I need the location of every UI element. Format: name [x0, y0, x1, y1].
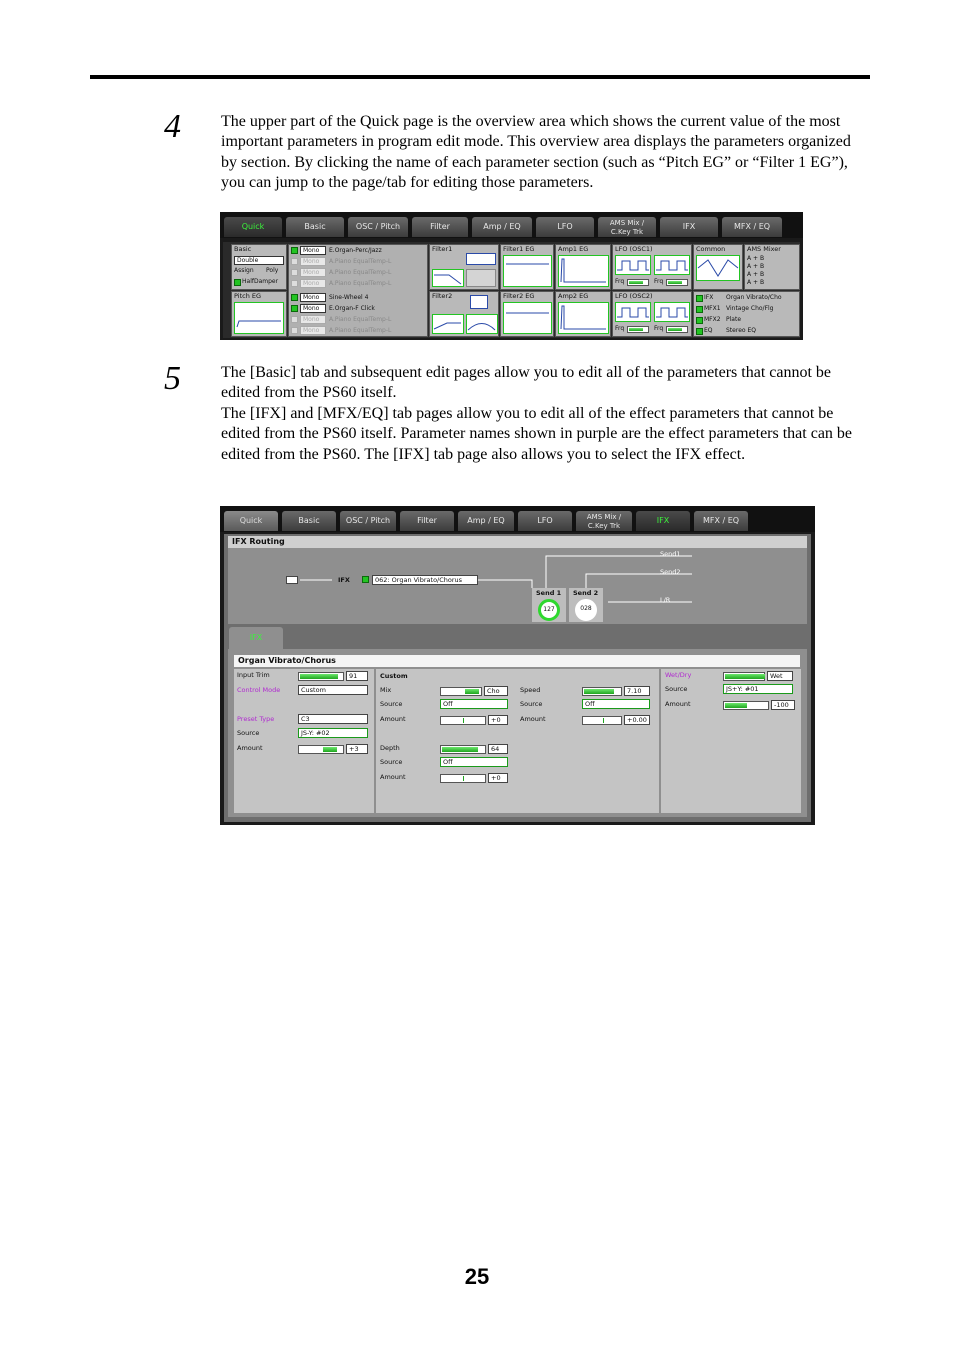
pitch-eg-graph — [234, 302, 284, 334]
lfo-osc1-section[interactable] — [612, 244, 692, 290]
effect-title: Organ Vibrato/Chorus — [234, 655, 800, 667]
lfo2-frq-label: Frq — [654, 278, 664, 285]
slider-center-mark — [463, 718, 464, 723]
depth-label: Depth — [380, 744, 400, 752]
depth-amount-slider[interactable] — [440, 774, 486, 783]
osc-name: E.Organ-F Click — [329, 305, 375, 312]
tab-ams-line2: C.Key Trk — [610, 228, 644, 236]
filter1-eg-label: Filter1 EG — [503, 245, 535, 253]
pitch-eg-section[interactable] — [231, 291, 287, 337]
depth-slider[interactable] — [440, 745, 486, 754]
input-indicator — [286, 576, 298, 584]
step-5-paragraph-1: The [Basic] tab and subsequent edit pages allow you to edit all of the parameters that cannot be edited from the PS60 itself. — [221, 364, 832, 402]
top-rule — [90, 75, 870, 79]
speed-source-label: Source — [520, 700, 543, 708]
tab-quick[interactable]: Quick — [224, 511, 278, 531]
slider-fill — [442, 747, 478, 752]
osc-mode: Mono — [300, 246, 326, 255]
effect-name: Stereo EQ — [726, 327, 756, 334]
lfo-osc1-label: LFO (OSC1) — [615, 245, 653, 253]
filter1-eg-graph — [503, 255, 552, 287]
osc-name: E.Organ-Perc/Jazz — [329, 247, 382, 254]
send2-out-label: Send2 — [660, 568, 681, 576]
input-trim-value[interactable]: 91 — [346, 671, 368, 681]
lfo4-square-wave — [655, 303, 689, 321]
speed-amount-value[interactable]: +0.00 — [624, 715, 650, 725]
tab-ams-line1: AMS Mix / — [586, 513, 622, 521]
osc-mode: Mono — [300, 326, 326, 335]
custom-title: Custom — [380, 672, 408, 680]
tab-quick[interactable]: Quick — [224, 217, 282, 237]
amp1-eg-graph — [558, 255, 609, 287]
amp2-eg-section[interactable] — [555, 291, 611, 337]
tab-ifx[interactable]: IFX — [636, 511, 690, 531]
ifx-sub-tab[interactable]: IFX — [229, 627, 283, 649]
step-5-paragraph-2: The [IFX] and [MFX/EQ] tab pages allow you to edit all of the effect parameters that cannot be edited from the PS60 itself. Parameter names shown in purple are the effect parameters that can be edited from the PS60. The [IFX] tab page also allows you to select the IFX effect. — [221, 404, 853, 463]
osc-mode: Mono — [300, 279, 326, 288]
wetdry-value[interactable]: Wet — [767, 671, 793, 681]
input-trim-slider[interactable] — [298, 672, 344, 681]
tab-filter[interactable]: Filter — [400, 511, 454, 531]
ifx-page-screenshot — [220, 506, 815, 825]
common-section[interactable] — [693, 244, 743, 290]
osc-section — [288, 244, 428, 337]
slider-center-mark — [603, 718, 604, 723]
mix-amount-slider[interactable] — [440, 716, 486, 725]
speed-slider[interactable] — [582, 687, 622, 696]
osc-active-dot — [291, 247, 298, 254]
lfo-osc2-section[interactable] — [612, 291, 692, 337]
osc-name: A.Piano EqualTemp-L — [329, 258, 392, 265]
lfo2-frq-slider[interactable] — [666, 279, 688, 286]
tab-osc-pitch[interactable]: OSC / Pitch — [340, 511, 396, 531]
ams-item: A + B — [747, 271, 765, 278]
osc-active-dot — [291, 327, 298, 334]
slider-thumb — [323, 747, 337, 752]
filter2-b-curve — [467, 315, 497, 333]
effect-name: Plate — [726, 316, 742, 323]
mix-amount-label: Amount — [380, 715, 406, 723]
filter2-curve — [433, 315, 463, 333]
tab-bar — [220, 212, 803, 238]
send1-label: Send 1 — [536, 589, 562, 597]
lfo3-wave — [615, 302, 651, 322]
filter1-b-graph — [466, 269, 496, 287]
poly-label: Poly — [266, 267, 279, 274]
ifx-tab-bar — [220, 506, 815, 532]
speed-amount-label: Amount — [520, 715, 546, 723]
filter2-eg-section[interactable] — [500, 291, 554, 337]
filter1-eg-section[interactable] — [500, 244, 554, 290]
slider-fill — [300, 674, 338, 679]
control-mode-select[interactable]: Custom — [298, 685, 368, 695]
effect-right-column — [661, 669, 801, 813]
assign-label: Assign — [234, 267, 254, 274]
lfo4-frq-slider[interactable] — [666, 326, 688, 333]
halfdamper-checkbox[interactable] — [234, 279, 241, 286]
filter1-label: Filter1 — [432, 245, 453, 253]
osc-mode: Mono — [300, 304, 326, 313]
amount-label: Amount — [237, 744, 263, 752]
filter2-b-graph — [466, 314, 498, 334]
amount-value[interactable]: +3 — [346, 744, 368, 754]
filter2-eg-label: Filter2 EG — [503, 292, 535, 300]
effect-on-dot — [696, 317, 703, 324]
osc-active-dot — [291, 269, 298, 276]
preset-type-label: Preset Type — [237, 715, 275, 723]
filter1-curve — [433, 270, 463, 286]
tab-osc-pitch[interactable]: OSC / Pitch — [348, 217, 408, 237]
wetdry-amount-value[interactable]: -100 — [771, 700, 795, 710]
ams-item: A + B — [747, 263, 765, 270]
step-number-4: 4 — [164, 108, 181, 145]
amp1-eg-curve — [559, 256, 608, 286]
mix-source-select[interactable]: Off — [440, 699, 508, 709]
filter1-section[interactable] — [429, 244, 499, 290]
lfo4-wave — [654, 302, 690, 322]
depth-amount-label: Amount — [380, 773, 406, 781]
amp2-eg-label: Amp2 EG — [558, 292, 589, 300]
step-5-text — [221, 363, 861, 465]
ifx-routing-title: IFX Routing — [228, 536, 807, 548]
tab-basic[interactable]: Basic — [282, 511, 336, 531]
osc-mode: Mono — [300, 293, 326, 302]
basic-label: Basic — [234, 245, 252, 253]
step-number-5: 5 — [164, 360, 181, 397]
speed-value[interactable]: 7.10 — [624, 686, 650, 696]
ifx-label: IFX — [338, 576, 350, 584]
tab-mfx-eq[interactable]: MFX / EQ — [722, 217, 782, 237]
tab-mfx-eq[interactable]: MFX / EQ — [694, 511, 748, 531]
osc-name: A.Piano EqualTemp-L — [329, 269, 392, 276]
effect-edit-panel — [228, 649, 807, 817]
tab-ams-mix[interactable] — [576, 511, 632, 531]
effects-section — [693, 291, 800, 337]
filter2-graph — [432, 314, 464, 334]
tab-amp-eq[interactable]: Amp / EQ — [458, 511, 514, 531]
speed-amount-slider[interactable] — [582, 716, 622, 725]
wetdry-slider[interactable] — [723, 672, 765, 681]
common-label: Common — [696, 245, 726, 253]
tab-ams-line1: AMS Mix / — [609, 219, 645, 227]
source-label: Source — [237, 729, 260, 737]
lr-out-label: L/R — [660, 596, 671, 604]
slider-fill — [668, 281, 682, 284]
basic-section[interactable] — [231, 244, 287, 290]
effect-name: Vintage Cho/Flg — [726, 305, 774, 312]
amount-slider[interactable] — [298, 745, 344, 754]
effect-left-column — [234, 669, 374, 813]
effect-slot: MFX2 — [704, 316, 721, 323]
source-select[interactable]: JS-Y: #02 — [298, 728, 368, 738]
wetdry-source-label: Source — [665, 685, 688, 693]
tab-basic[interactable]: Basic — [286, 217, 344, 237]
tab-amp-eq[interactable]: Amp / EQ — [472, 217, 532, 237]
tab-ams-mix[interactable] — [598, 217, 656, 237]
mix-slider[interactable] — [440, 687, 482, 696]
ifx-on-switch[interactable] — [362, 576, 369, 583]
slider-fill — [629, 328, 643, 331]
step-4-paragraph: The upper part of the Quick page is the overview area which shows the current value of the most important parameters in program edit mode. This overview area displays the parameters organized by section. By clicking the name of each parameter section (such as “Pitch EG” or “Filter 1 EG”), you can jump to the page/tab for editing those parameters. — [221, 113, 851, 192]
tab-ifx[interactable]: IFX — [660, 217, 718, 237]
slider-fill — [725, 674, 765, 679]
effect-on-dot — [696, 295, 703, 302]
effect-on-dot — [696, 328, 703, 335]
lfo-osc2-label: LFO (OSC2) — [615, 292, 653, 300]
lfo1-frq-label: Frq — [615, 278, 625, 285]
tab-ams-line2: C.Key Trk — [587, 522, 621, 530]
filter1-routing-icon — [466, 253, 496, 265]
pitch-eg-label: Pitch EG — [234, 292, 262, 300]
overview-area — [223, 242, 800, 338]
control-mode-label: Control Mode — [237, 686, 281, 694]
effect-middle-column — [376, 669, 659, 813]
amp2-eg-graph — [558, 302, 609, 334]
common-triangle-wave — [697, 256, 739, 280]
quick-page-screenshot — [220, 212, 803, 340]
ams-mixer-label: AMS Mixer — [747, 245, 781, 253]
lfo2-square-wave — [655, 256, 689, 274]
mix-amount-value[interactable]: +0 — [488, 715, 508, 725]
preset-type-select[interactable]: C3 — [298, 714, 368, 724]
filter2-section[interactable] — [429, 291, 499, 337]
slider-fill — [668, 328, 682, 331]
mix-value[interactable]: Cho — [484, 686, 508, 696]
filter2-eg-curve — [504, 303, 551, 333]
osc-mode: Mono — [300, 315, 326, 324]
effect-slot: EQ — [704, 327, 713, 334]
page-number: 25 — [464, 1264, 490, 1289]
ams-item: A + B — [747, 255, 765, 262]
osc-name: Sine-Wheel 4 — [329, 294, 369, 301]
routing-lines — [228, 536, 807, 624]
send1-out-label: Send1 — [660, 550, 681, 558]
halfdamper-label: HalfDamper — [242, 278, 279, 285]
effect-slot: MFX1 — [704, 305, 721, 312]
send2-knob[interactable]: 028 — [575, 599, 597, 621]
osc-mode: Mono — [300, 257, 326, 266]
osc-name: A.Piano EqualTemp-L — [329, 316, 392, 323]
amp1-eg-section[interactable] — [555, 244, 611, 290]
tab-lfo[interactable]: LFO — [536, 217, 594, 237]
send2-label: Send 2 — [573, 589, 599, 597]
osc-active-dot — [291, 316, 298, 323]
wetdry-source-select[interactable]: JS+Y: #01 — [723, 684, 793, 694]
double-field[interactable]: Double — [234, 256, 284, 265]
filter2-routing-icon — [470, 295, 488, 309]
filter1-graph — [432, 269, 464, 287]
lfo1-square-wave — [616, 256, 650, 274]
mix-label: Mix — [380, 686, 392, 694]
speed-label: Speed — [520, 686, 541, 694]
input-trim-label: Input Trim — [237, 671, 270, 679]
effect-name: Organ Vibrato/Cho — [726, 294, 782, 301]
filter1-eg-curve — [504, 256, 551, 286]
send1-knob[interactable]: 127 — [538, 599, 560, 621]
effect-slot: IFX — [704, 294, 714, 301]
slider-center-mark — [463, 776, 464, 781]
amp1-eg-label: Amp1 EG — [558, 245, 589, 253]
osc-active-dot — [291, 258, 298, 265]
pitch-eg-curve — [235, 303, 283, 333]
lfo1-frq-slider[interactable] — [627, 279, 649, 286]
depth-source-label: Source — [380, 758, 403, 766]
send2-box — [569, 588, 603, 622]
wetdry-amount-label: Amount — [665, 700, 691, 708]
osc-mode: Mono — [300, 268, 326, 277]
speed-source-select[interactable]: Off — [582, 699, 650, 709]
wetdry-label: Wet/Dry — [665, 671, 692, 679]
wetdry-amount-slider[interactable] — [723, 701, 769, 710]
ams-mixer-section[interactable] — [744, 244, 800, 290]
effect-on-dot — [696, 306, 703, 313]
osc-active-dot — [291, 305, 298, 312]
depth-value[interactable]: 64 — [488, 744, 508, 754]
tab-filter[interactable]: Filter — [412, 217, 468, 237]
ams-item: A + B — [747, 279, 765, 286]
filter2-eg-graph — [503, 302, 552, 334]
ifx-routing-panel — [228, 536, 807, 624]
step-4-text — [221, 112, 861, 194]
common-lfo-graph — [696, 255, 740, 281]
ifx-effect-select[interactable]: 062: Organ Vibrato/Chorus — [372, 575, 478, 585]
osc-active-dot — [291, 280, 298, 287]
lfo1-wave — [615, 255, 651, 275]
send1-box — [532, 588, 566, 622]
lfo4-frq-label: Frq — [654, 325, 664, 332]
slider-thumb — [465, 689, 479, 694]
mix-source-label: Source — [380, 700, 403, 708]
amp2-eg-curve — [559, 303, 608, 333]
depth-source-select[interactable]: Off — [440, 757, 508, 767]
osc-active-dot — [291, 294, 298, 301]
osc-name: A.Piano EqualTemp-L — [329, 327, 392, 334]
lfo3-frq-slider[interactable] — [627, 326, 649, 333]
depth-amount-value[interactable]: +0 — [488, 773, 508, 783]
slider-fill — [584, 689, 614, 694]
slider-fill — [725, 703, 747, 708]
osc-name: A.Piano EqualTemp-L — [329, 280, 392, 287]
filter2-label: Filter2 — [432, 292, 453, 300]
lfo3-frq-label: Frq — [615, 325, 625, 332]
tab-lfo[interactable]: LFO — [518, 511, 572, 531]
slider-fill — [629, 281, 643, 284]
lfo3-square-wave — [616, 303, 650, 321]
lfo2-wave — [654, 255, 690, 275]
